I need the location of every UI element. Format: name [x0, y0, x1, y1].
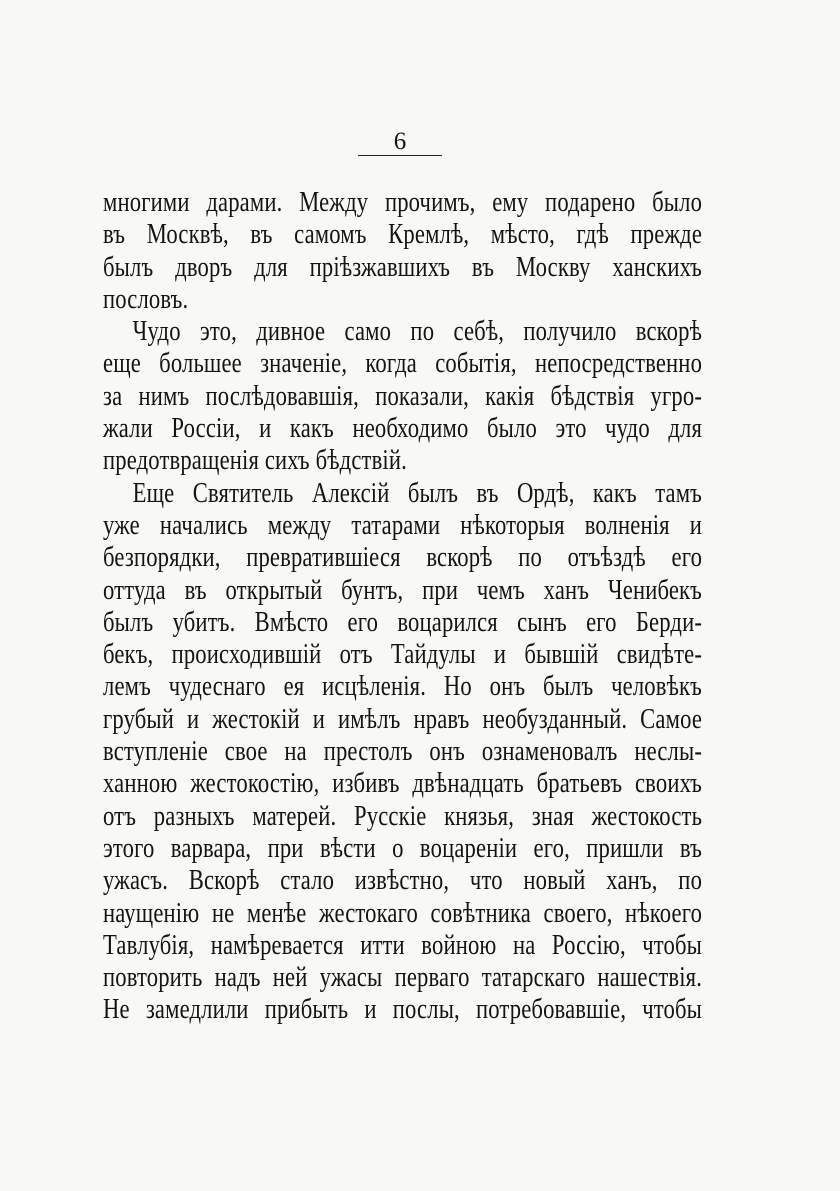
- text-line: Тавлубія, намѣревается итти войною на Россію, чтобы: [103, 928, 703, 961]
- text-line: жали Россіи, и какъ необходимо было это чудо для: [103, 412, 703, 445]
- text-line: наущенію не менѣе жестокаго совѣтника своего, нѣкоего: [103, 896, 703, 929]
- text-line: Чудо это, дивное само по себѣ, получило вскорѣ: [132, 315, 703, 348]
- body-text: [103, 186, 702, 1026]
- text-line: предотвращенія сихъ бѣдствій.: [103, 444, 407, 477]
- text-line: отъ разныхъ матерей. Русскіе князья, зная жестокость: [103, 799, 703, 832]
- text-line: безпорядки, превратившіеся вскорѣ по отъѣздѣ его: [103, 541, 703, 574]
- text-line: этого варвара, при вѣсти о воцареніи его, пришли въ: [103, 831, 703, 864]
- header-rule: [358, 155, 442, 156]
- text-line: былъ дворъ для пріѣзжавшихъ въ Москву ханскихъ: [103, 250, 703, 283]
- text-line: за нимъ послѣдовавшія, показали, какія бѣдствія угро-: [103, 379, 703, 412]
- text-line: повторить надъ ней ужасы перваго татарскаго нашествія.: [103, 961, 703, 994]
- text-line: бекъ, происходившій отъ Тайдулы и бывшій свидѣте-: [103, 638, 703, 671]
- text-line: лемъ чудеснаго ея исцѣленія. Но онъ былъ человѣкъ: [103, 670, 703, 703]
- text-line: въ Москвѣ, въ самомъ Кремлѣ, мѣсто, гдѣ прежде: [103, 218, 703, 251]
- text-line: многими дарами. Между прочимъ, ему подарено было: [103, 186, 703, 218]
- text-line: пословъ.: [103, 282, 189, 315]
- text-line: ханною жестокостію, избивъ двѣнадцать братьевъ своихъ: [103, 767, 703, 800]
- text-line: ужасъ. Вскорѣ стало извѣстно, что новый ханъ, по: [103, 864, 703, 897]
- text-line: грубый и жестокій и имѣлъ нравъ необузданный. Самое: [103, 702, 703, 735]
- text-line: еще большее значеніе, когда событія, непосредственно: [103, 347, 703, 380]
- text-line: вступленіе свое на престолъ онъ ознаменовалъ неслы-: [103, 735, 703, 768]
- text-line: былъ убитъ. Вмѣсто его воцарился сынъ его Берди-: [103, 605, 703, 638]
- text-line: Не замедлили прибыть и послы, потребовавшіе, чтобы: [103, 993, 703, 1026]
- text-line: Еще Святитель Алексій былъ въ Ордѣ, какъ тамъ: [132, 476, 703, 509]
- page-number: 6: [393, 128, 407, 155]
- text-line: уже начались между татарами нѣкоторыя волненія и: [103, 508, 703, 541]
- text-line: оттуда въ открытый бунтъ, при чемъ ханъ Ченибекъ: [103, 573, 703, 606]
